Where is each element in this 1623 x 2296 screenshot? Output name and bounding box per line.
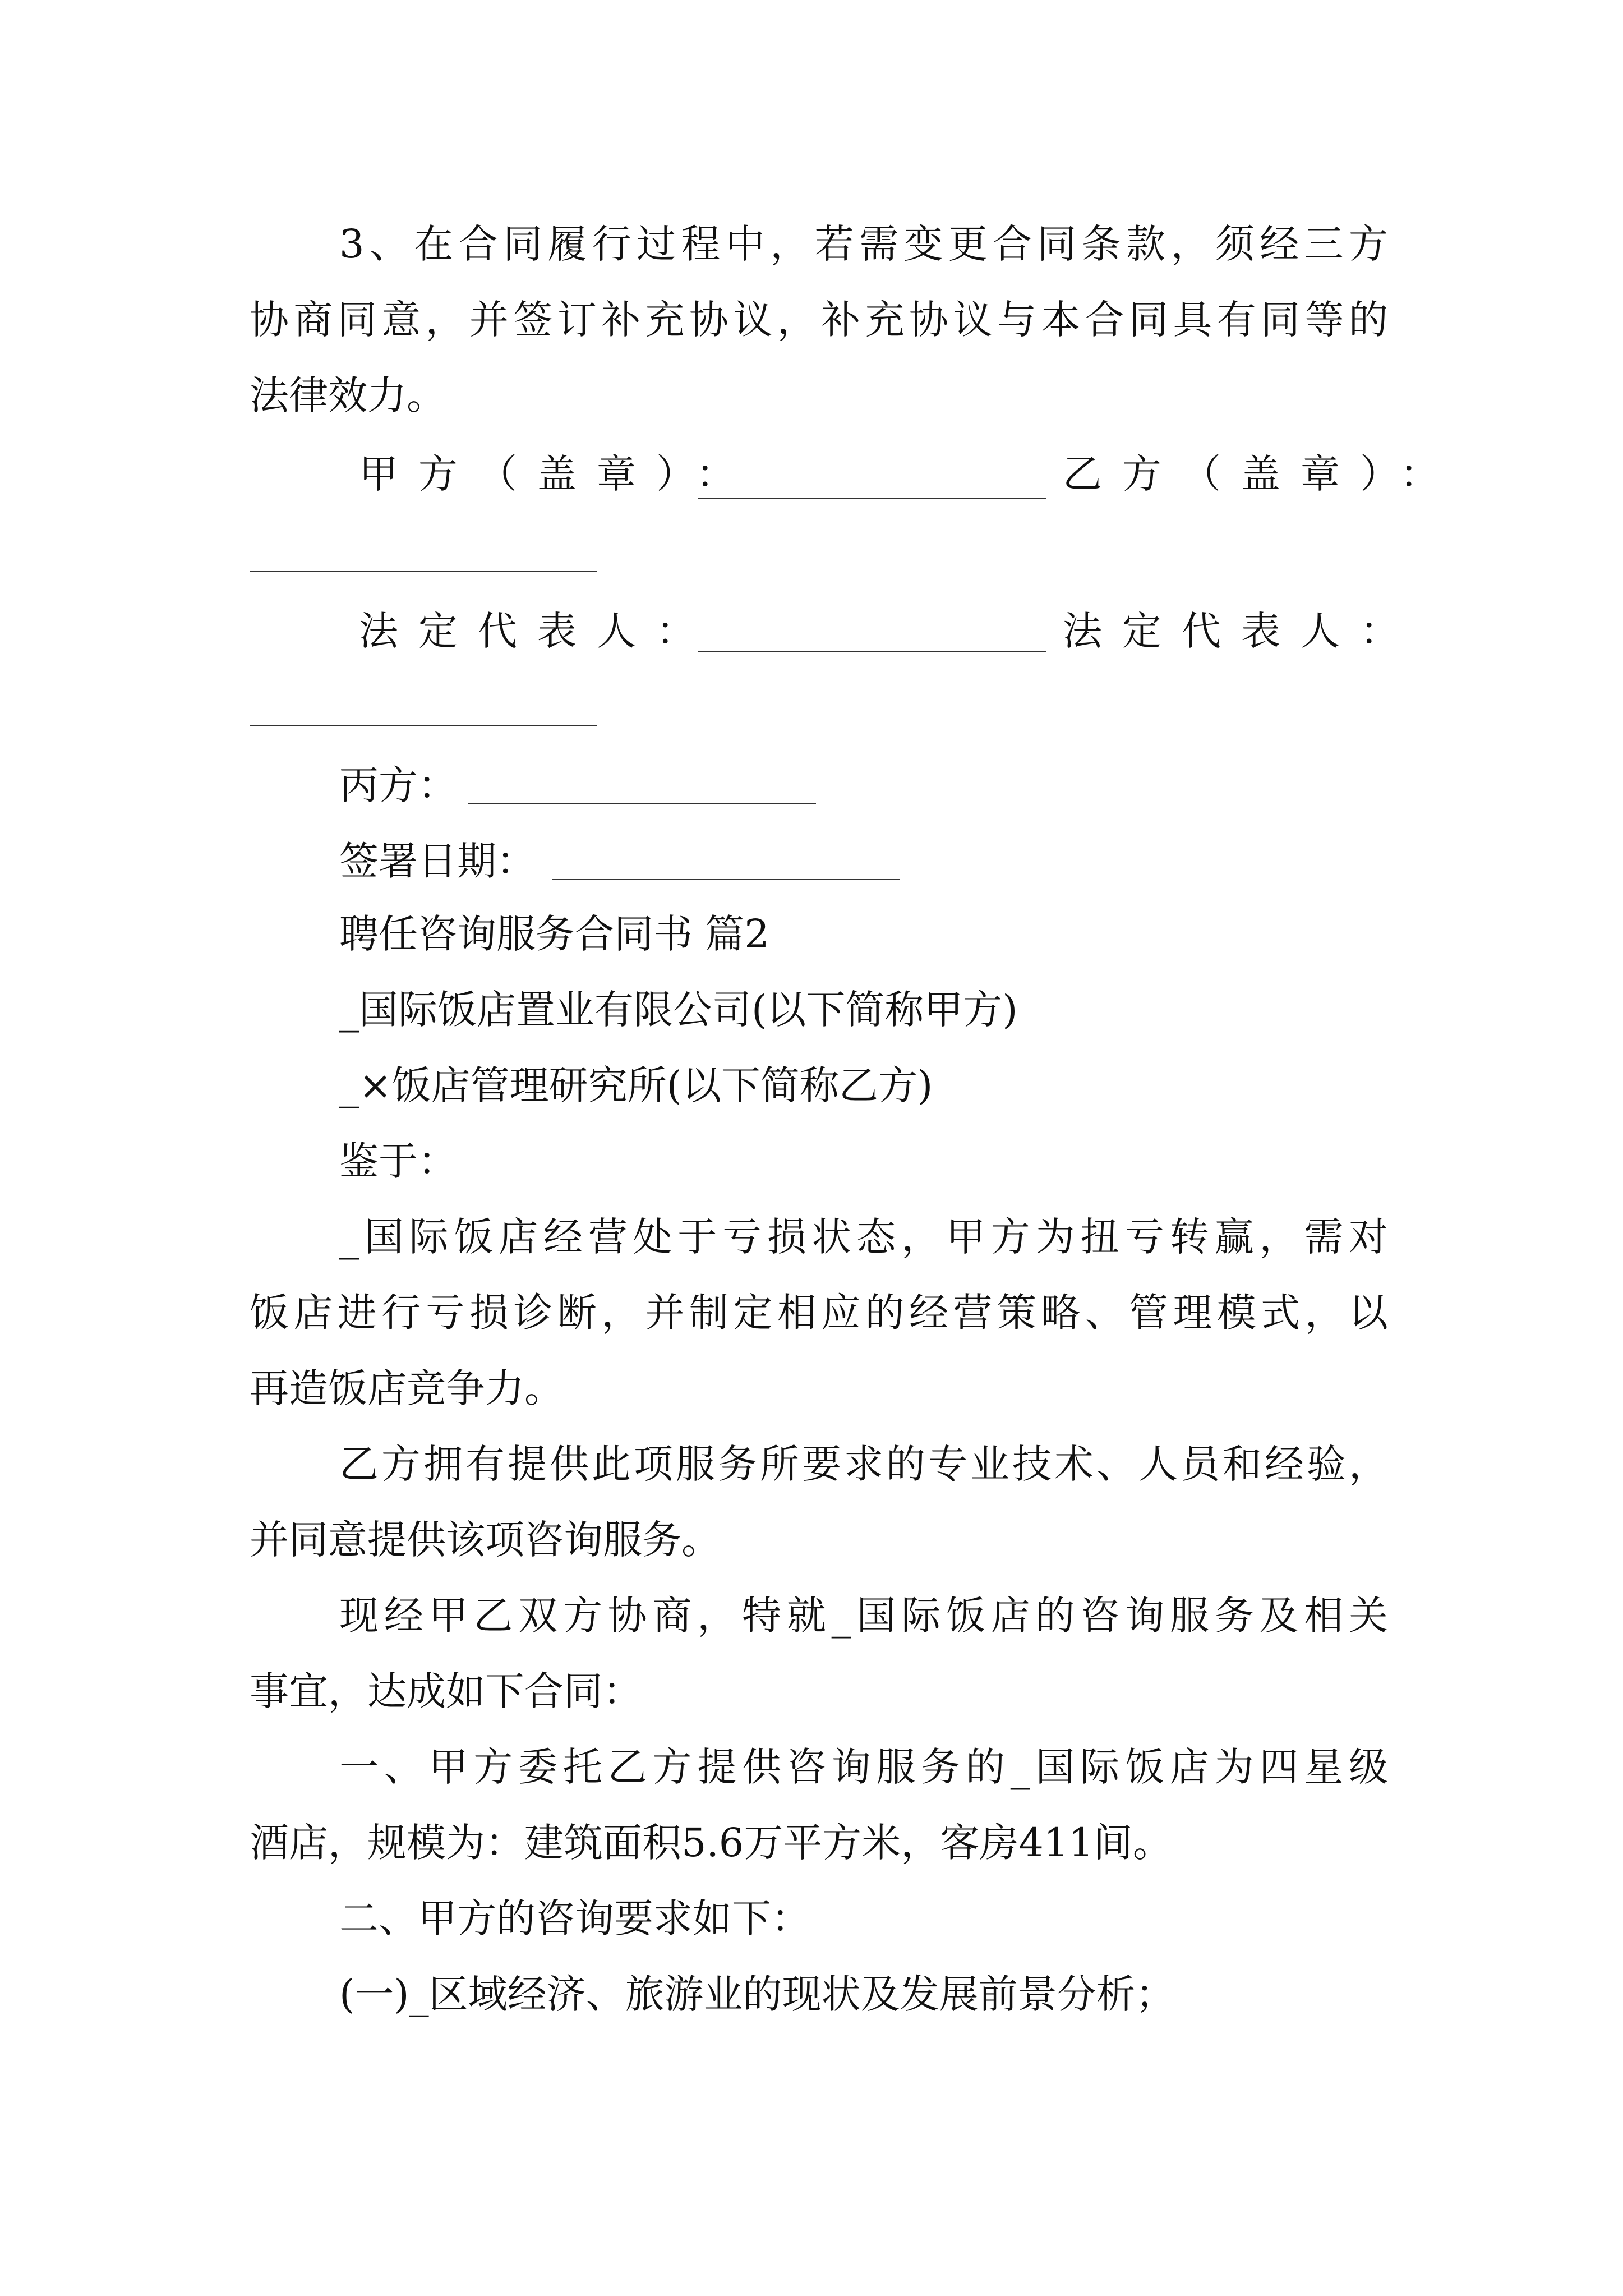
party-c-blank xyxy=(468,803,816,804)
party-a-seal-blank xyxy=(698,498,1046,499)
legal-rep-a-blank xyxy=(698,651,1046,652)
para1-line1: _国际饭店经营处于亏损状态，甲方为扭亏转赢，需对 xyxy=(339,1214,1388,1260)
party-b-seal-label: 乙方（盖章）： xyxy=(1063,451,1459,497)
party-a-seal-label: 甲方（盖章）： xyxy=(359,451,755,497)
para1-line3: 再造饭店竞争力。 xyxy=(250,1365,564,1411)
party-b-intro: _×饭店管理研究所(以下简称乙方) xyxy=(339,1062,933,1108)
para2-line1: 乙方拥有提供此项服务所要求的专业技术、人员和经验， xyxy=(339,1441,1388,1487)
clause-one-line2: 酒店，规模为：建筑面积5.6万平方米，客房411间。 xyxy=(250,1820,1172,1866)
party-b-seal-blank xyxy=(250,571,597,572)
sign-date-blank xyxy=(552,879,900,880)
whereas-label: 鉴于： xyxy=(339,1138,457,1184)
para2-line2: 并同意提供该项咨询服务。 xyxy=(250,1517,721,1563)
item-one: (一)_区域经济、旅游业的现状及发展前景分析； xyxy=(339,1971,1175,2017)
clause-two: 二、甲方的咨询要求如下： xyxy=(339,1895,810,1941)
party-c-label: 丙方： xyxy=(339,762,457,808)
para3-line1: 现经甲乙双方协商，特就_国际饭店的咨询服务及相关 xyxy=(339,1593,1388,1639)
para3-line2: 事宜，达成如下合同： xyxy=(250,1668,642,1714)
legal-rep-b-label: 法定代表人： xyxy=(1063,608,1419,654)
legal-rep-b-blank xyxy=(250,725,597,726)
para1-line2: 饭店进行亏损诊断，并制定相应的经营策略、管理模式，以 xyxy=(250,1290,1388,1336)
section-title: 聘任咨询服务合同书 篇2 xyxy=(339,911,769,957)
clause-one-line1: 一、甲方委托乙方提供咨询服务的_国际饭店为四星级 xyxy=(339,1744,1388,1790)
clause3-line1: 3、在合同履行过程中，若需变更合同条款，须经三方 xyxy=(339,221,1388,267)
sign-date-label: 签署日期： xyxy=(339,838,536,884)
clause3-line3: 法律效力。 xyxy=(250,372,446,418)
legal-rep-a-label: 法定代表人： xyxy=(359,608,716,654)
clause3-line2: 协商同意，并签订补充协议，补充协议与本合同具有同等的 xyxy=(250,297,1388,343)
party-a-intro: _国际饭店置业有限公司(以下简称甲方) xyxy=(339,987,1018,1033)
